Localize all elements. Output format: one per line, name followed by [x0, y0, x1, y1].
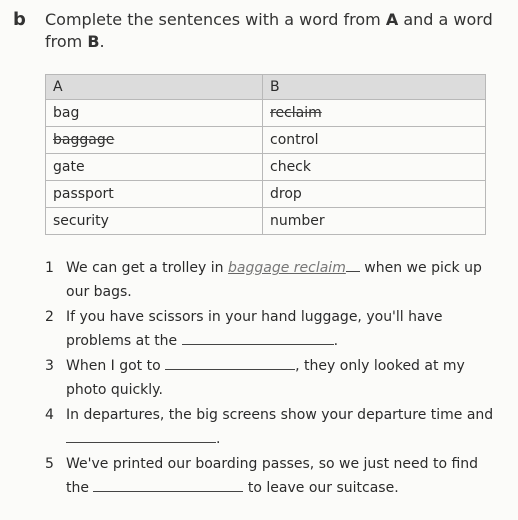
- instruction: [45, 9, 505, 53]
- column-b-ref: B: [87, 32, 100, 51]
- table-row: [46, 100, 486, 127]
- sentence-text: In departures, the big screens show your departure time and: [66, 407, 494, 423]
- table-row: [46, 181, 486, 208]
- instruction-text: and a word from: [45, 10, 493, 51]
- word-b: number: [263, 208, 486, 235]
- column-a-header: A: [46, 75, 263, 100]
- sentence-2: [45, 305, 505, 353]
- answer-blank[interactable]: [182, 330, 334, 345]
- exercise-letter: b: [13, 9, 26, 30]
- sentence-text: We've printed our boarding passes, so we just need to find the: [66, 456, 479, 496]
- table-row: [46, 154, 486, 181]
- sentence-list: [45, 256, 505, 501]
- word-a: bag: [46, 100, 263, 127]
- answer-blank[interactable]: [165, 355, 295, 370]
- word-b: control: [263, 127, 486, 154]
- sentence-number: 5: [45, 456, 54, 472]
- sentence-text: .: [216, 431, 221, 447]
- example-answer: baggage reclaim: [228, 260, 346, 276]
- sentence-text: We can get a trolley in: [66, 260, 228, 276]
- word-a: passport: [46, 181, 263, 208]
- sentence-number: 4: [45, 407, 54, 423]
- word-b-crossed-out: reclaim: [263, 100, 486, 127]
- word-table: [45, 74, 486, 235]
- sentence-text: , they only looked at my photo quickly.: [66, 358, 465, 398]
- table-row: [46, 208, 486, 235]
- sentence-5: [45, 452, 505, 500]
- word-b: check: [263, 154, 486, 181]
- sentence-number: 3: [45, 358, 54, 374]
- word-a: gate: [46, 154, 263, 181]
- answer-blank[interactable]: [93, 477, 243, 492]
- sentence-text: .: [333, 333, 339, 349]
- sentence-text: When I got to: [66, 358, 166, 374]
- sentence-number: 2: [45, 309, 54, 325]
- table-row: [46, 127, 486, 154]
- sentence-text: when we pick up our bags.: [66, 260, 482, 300]
- answer-blank[interactable]: [66, 428, 216, 443]
- sentence-3: [45, 354, 505, 402]
- instruction-text: Complete the sentences with a word from: [45, 10, 386, 29]
- word-a-crossed-out: baggage: [46, 127, 263, 154]
- word-a: security: [46, 208, 263, 235]
- answer-blank-tail: [346, 257, 360, 272]
- instruction-text: .: [99, 32, 105, 51]
- sentence-text: to leave our suitcase.: [243, 480, 399, 496]
- sentence-text: If you have scissors in your hand luggage, you'll have problems at the: [66, 309, 443, 349]
- word-b: drop: [263, 181, 486, 208]
- sentence-4: [45, 403, 505, 451]
- sentence-1: [45, 256, 505, 304]
- sentence-number: 1: [45, 260, 54, 276]
- table-header-row: [46, 75, 486, 100]
- column-a-ref: A: [385, 10, 399, 29]
- column-b-header: B: [263, 75, 486, 100]
